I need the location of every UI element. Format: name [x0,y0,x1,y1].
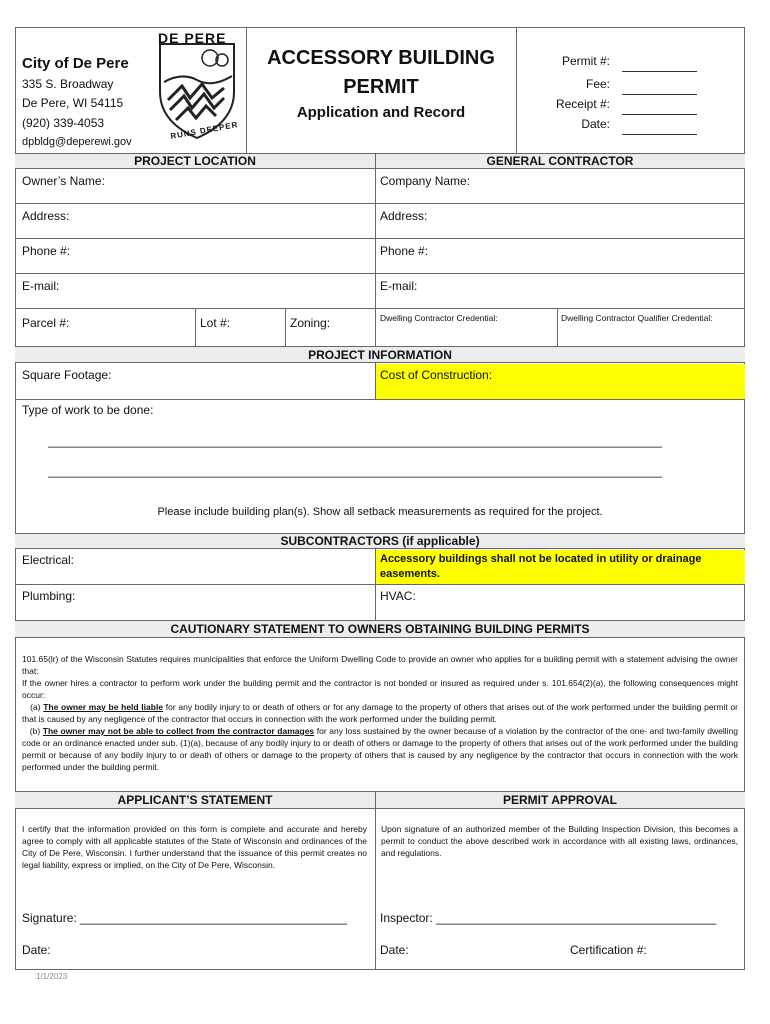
square-footage-field[interactable]: Square Footage: [22,368,112,382]
building-plan-note: Please include building plan(s). Show all setback measurements as required for the project. [157,506,603,518]
contractor-address-field[interactable]: Address: [380,209,428,223]
subcontractors-heading: SUBCONTRACTORS (if applicable) [280,534,480,548]
owner-phone-field[interactable]: Phone #: [22,244,71,258]
owner-address-field[interactable]: Address: [22,209,70,223]
inspector-field[interactable]: Inspector: __________________________________________ [380,911,717,925]
easement-notice: Accessory buildings shall not be located in utility or drainage easements. [380,553,702,580]
logo-text: DE PERE [158,30,227,46]
permit-approval-text: Upon signature of an authorized member of the Building Inspection Division, this becomes a permit to conduct the above described work in accordance with all existing laws, ordinances, and regulations. [381,824,738,858]
city-phone: (920) 339-4053 [22,116,105,130]
logo-tagline: RUNS DEEPER [169,120,240,141]
type-of-work-line-1[interactable]: ____________________________________________________________________________________________ [48,434,662,448]
city-address-line2: De Pere, WI 54115 [22,96,124,110]
approval-date-field[interactable]: Date: [380,943,409,957]
signature-field[interactable]: Signature: ________________________________________ [22,911,347,925]
cautionary-heading: CAUTIONARY STATEMENT TO OWNERS OBTAINING BUILDING PERMITS [170,622,590,636]
cost-of-construction-field[interactable]: Cost of Construction: [380,368,493,382]
city-address-line1: 335 S. Broadway [22,77,114,91]
fee-field[interactable] [622,77,697,95]
parcel-field[interactable]: Parcel #: [22,316,70,330]
revision-date: 1/1/2023 [36,972,68,981]
contractor-phone-field[interactable]: Phone #: [380,244,429,258]
fee-label: Fee: [585,77,610,91]
qualifier-credential-field[interactable]: Dwelling Contractor Qualifier Credential: [561,313,713,323]
type-of-work-line-2[interactable]: ____________________________________________________________________________________________ [48,464,662,478]
lot-field[interactable]: Lot #: [200,316,231,330]
receipt-field[interactable] [622,97,697,115]
owners-name-field[interactable]: Owner’s Name: [22,174,105,188]
date-field[interactable] [622,117,697,135]
de-pere-logo [152,30,242,142]
company-name-field[interactable]: Company Name: [380,174,471,188]
owner-email-field[interactable]: E-mail: [22,279,60,293]
cautionary-item-a: (a) The owner may be held liable for any bodily injury to or death of others or for any damage to the property of others that arises out of the work performed under the building permit or that is caused by any negligence of the contractor that occurs in connection with the work performed under the building permit. [22,702,738,724]
project-location-heading: PROJECT LOCATION [134,154,256,168]
city-name: City of De Pere [22,55,129,72]
date-label: Date: [581,117,610,131]
general-contractor-heading: GENERAL CONTRACTOR [486,154,634,168]
contractor-email-field[interactable]: E-mail: [380,279,418,293]
city-email: dpbldg@deperewi.gov [22,136,132,148]
applicant-statement-text: I certify that the information provided on this form is complete and accurate and hereby agree to comply with all applicable statutes of the State of Wisconsin and ordinances of the City of De Pere, Wisconsin. I further understand that the issuance of this permit creates no legal liability, express or implied, on the City of De Pere, Wisconsin. [22,824,367,870]
type-of-work-label: Type of work to be done: [22,403,154,417]
cautionary-paragraph-2: If the owner hires a contractor to perform work under the building permit and the contractor is not bonded or insured as required under s. 101.654(2)(a), the following consequences might occur: [22,678,738,700]
certification-field[interactable]: Certification #: [570,943,647,957]
plumbing-field[interactable]: Plumbing: [22,589,76,603]
form-subtitle: Application and Record [296,104,466,121]
permit-number-label: Permit #: [561,54,610,68]
applicant-statement-heading: APPLICANT’S STATEMENT [117,793,273,807]
zoning-field[interactable]: Zoning: [290,316,331,330]
cautionary-paragraph-1: 101.65(lr) of the Wisconsin Statutes requires municipalities that enforce the Uniform Dwelling Code to provide an owner who applies for a building permit with a statement advising the owner that: [22,654,738,676]
electrical-field[interactable]: Electrical: [22,553,75,567]
cautionary-body [22,653,738,773]
permit-number-field[interactable] [622,54,697,72]
applicant-date-field[interactable]: Date: [22,943,51,957]
project-information-heading: PROJECT INFORMATION [308,348,452,362]
dwelling-credential-field[interactable]: Dwelling Contractor Credential: [380,313,498,323]
form-title-line2: PERMIT [343,76,419,98]
permit-approval-heading: PERMIT APPROVAL [502,793,617,807]
receipt-label: Receipt #: [555,97,610,111]
hvac-field[interactable]: HVAC: [380,589,416,603]
cautionary-item-b: (b) The owner may not be able to collect from the contractor damages for any loss sustained by the owner because of a violation by the contractor of the one- and two-family dwelling code or an ordinance enacted under sub. (1)(a), because of any bodily injury to or death of others or damage to the property of others that arises out of the work performed under the building permit or because of any bodily injury to or death of others or damage to the property of others that is caused by any negligence by the contractor that occurs in connection with the work performed under the building permit. [22,726,738,772]
form-title-line1: ACCESSORY BUILDING [267,47,495,69]
